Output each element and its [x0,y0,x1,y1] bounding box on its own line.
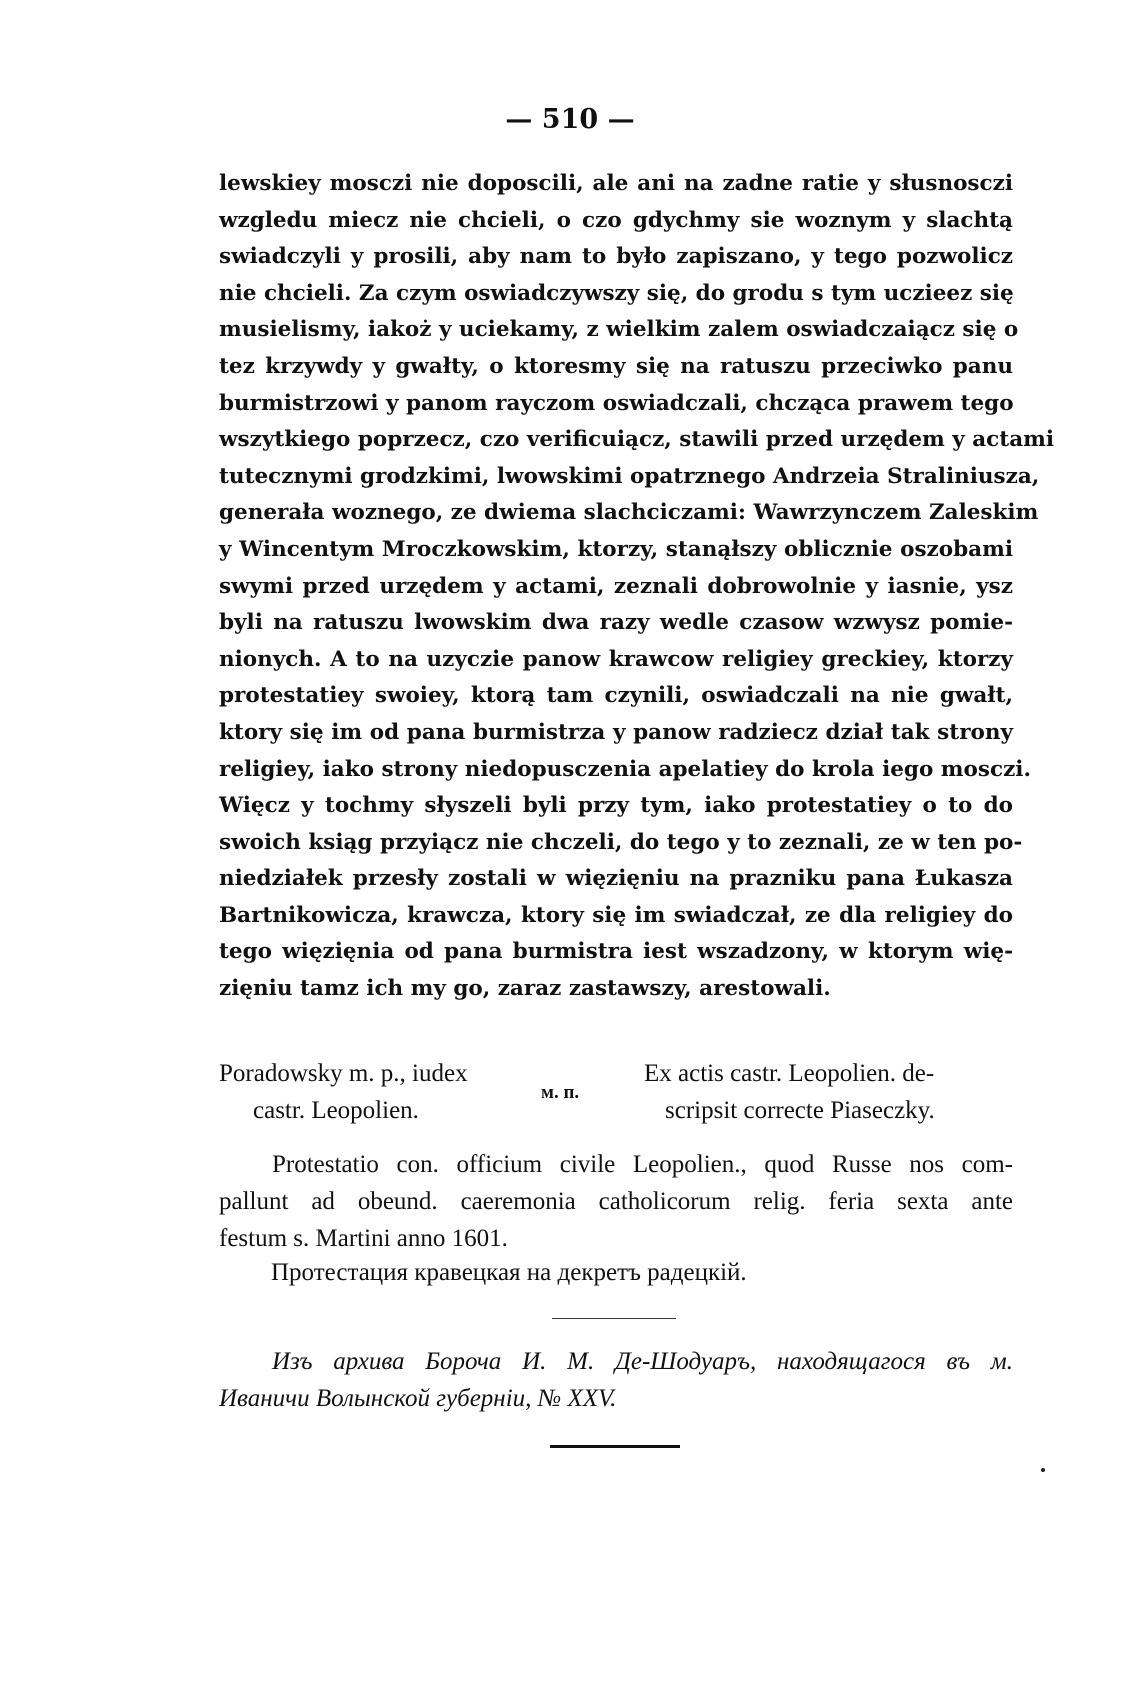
text-line: protestatiey swoiey, ktorą tam czynili, oswiadczali na nie gwałt, [219,683,1013,709]
text-line: ktory się im od pana burmistrza y panow radziecz dział tak strony [219,719,1013,745]
text-line: burmistrzowi y panom rayczom oswiadczali, chcząca prawem tego [219,390,1014,416]
text-line: Изъ архива Бороча И. М. Де-Шодуаръ, находящагося въ м. [272,1348,1013,1375]
text-line: Bartnikowicza, krawcza, ktory się im swiadczał, ze dla religiey do [219,902,1013,928]
text-line: swiadczyli y prosili, aby nam to było zapiszano, y tego pozwolicz [219,244,1013,270]
text-line: pallunt ad obeund. caeremonia catholicorum relig. feria sexta ante [219,1188,1013,1215]
text-line: nie chcieli. Za czym oswiadczywszy się, do grodu s tym uczieez się [219,280,1014,306]
end-divider [550,1445,680,1448]
text-line: musielismy, iakoż y uciekamy, z wielkim zalem oswiadczaiącz się o [219,317,1019,343]
text-line: swymi przed urzędem y actami, zeznali dobrowolnie y iasnie, ysz [219,573,1013,599]
signature-right-line1: Ex actis castr. Leopolien. de- [644,1060,935,1087]
text-line: Иваничи Волынской губерніи, № XXV. [219,1385,617,1412]
signature-right-line2: scripsit correcte Piaseczky. [665,1097,935,1124]
signature-left-line2: castr. Leopolien. [253,1097,419,1124]
text-line: festum s. Martini anno 1601. [219,1225,508,1252]
text-line: byli na ratuszu lwowskim dwa razy wedle czasow wzwysz pomie- [219,610,1013,636]
protestatio-paragraph [219,1146,1013,1257]
text-line: tez krzywdy y gwałty, o ktoresmy się na ratuszu przeciwko panu [219,353,1013,379]
text-line: wszytkiego poprzecz, czo verificuiącz, stawili przed urzędem y actami [219,427,1055,453]
text-line: Protestatio con. officium civile Leopolien., quod Russe nos com- [272,1151,1013,1178]
text-line: nionych. A to na uzyczie panow krawcow religiey greckiey, ktorzy [219,646,1013,672]
print-speck [1041,1468,1045,1472]
text-line: wzgledu miecz nie chcieli, o czo gdychmy sie woznym y slachtą [219,207,1013,233]
text-line: generała woznego, ze dwiema slachciczami: Wawrzynczem Zaleskim [219,500,1039,526]
text-line: Więcz y tochmy słyszeli byli przy tym, iako protestatiey o to do [219,793,1013,819]
page-number: — 510 — [505,104,635,135]
section-divider [552,1318,676,1319]
seal-mark: м. п. [541,1082,580,1103]
text-line: tego więzięnia od pana burmistra iest wszadzony, w ktorym wię- [219,939,1013,965]
text-line: tutecznymi grodzkimi, lwowskimi opatrznego Andrzeia Straliniusza, [219,463,1040,489]
text-line: religiey, iako strony niedopusczenia apelatiey do krola iego mosczi. [219,756,1031,782]
text-line: swoich ksiąg przyiącz nie chczeli, do tego y to zeznali, ze w ten po- [219,829,1023,855]
main-paragraph [219,166,1055,1008]
source-note [219,1343,1013,1417]
signature-block [219,1060,1013,1140]
text-line: zięniu tamz ich my go, zaraz zastawszy, arestowali. [219,976,831,1002]
text-line: niedziałek przesły zostali w więzięniu na prazniku pana Łukasza [219,866,1013,892]
text-line: y Wincentym Mroczkowskim, ktorzy, stanąłszy oblicznie oszobami [219,536,1013,562]
signature-left-line1: Poradowsky m. p., iudex [219,1060,468,1087]
cyrillic-title: Протестация кравецкая на декретъ радецкій. [271,1259,747,1286]
text-line: lewskiey mosczi nie doposcili, ale ani na zadne ratie y słusnosczi [219,171,1013,196]
